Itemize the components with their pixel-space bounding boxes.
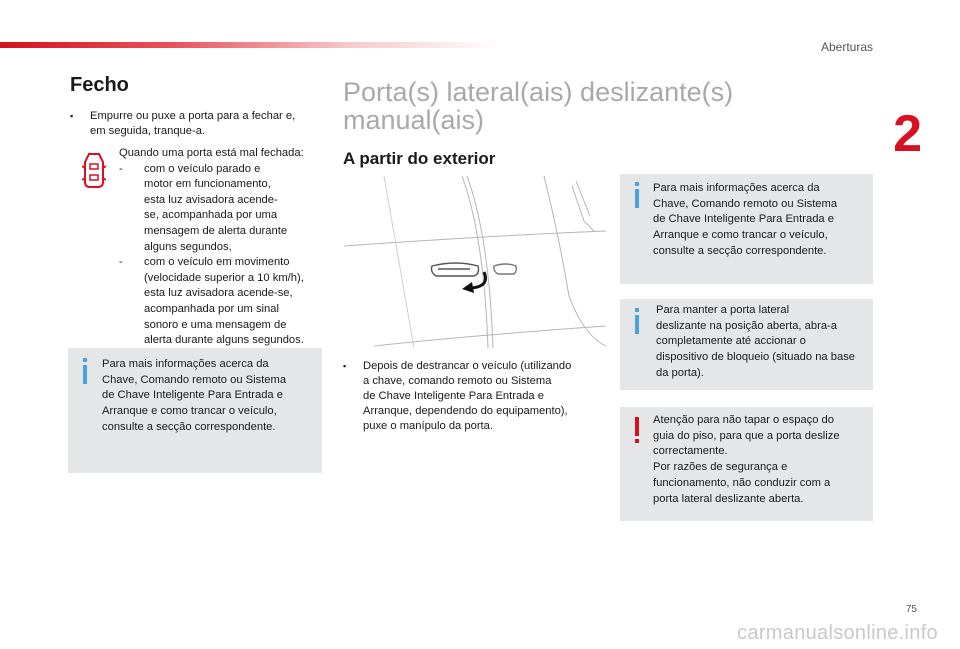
- right-info-box-1: [620, 174, 873, 284]
- info-line: Arranque e como trancar o veículo,: [102, 405, 277, 418]
- warning-item-1-line: com o veículo parado e: [144, 162, 261, 175]
- fecho-line-1: Empurre ou puxe a porta para a fechar e,: [90, 110, 296, 122]
- info-line: consulte a secção correspondente.: [653, 244, 827, 257]
- right-warning-box: [620, 407, 873, 521]
- warning-item-1-line: alguns segundos,: [144, 240, 232, 253]
- info-icon: [80, 358, 90, 384]
- info-icon: [632, 308, 642, 334]
- subsection-heading: A partir do exterior: [343, 149, 496, 168]
- warning-item-1-line: motor em funcionamento,: [144, 178, 271, 191]
- info-line: Chave, Comando remoto ou Sistema: [102, 373, 287, 386]
- dash-mark: -: [119, 162, 123, 175]
- chapter-number: 2: [893, 105, 922, 163]
- warning-line: porta lateral deslizante aberta.: [653, 492, 804, 505]
- dash-mark: -: [119, 256, 123, 269]
- section-title-line-2: manual(ais): [343, 105, 485, 135]
- warning-item-1-line: se, acompanhada por uma: [144, 209, 278, 222]
- warning-line: funcionamento, não conduzir com a: [653, 476, 831, 489]
- left-info-box: [68, 348, 322, 473]
- warning-item-2-line: com o veículo em movimento: [144, 256, 290, 269]
- warning-item-2-line: (velocidade superior a 10 km/h),: [144, 271, 304, 284]
- fecho-instruction: [70, 109, 330, 139]
- info-line: completamente até accionar o: [656, 335, 806, 348]
- watermark: carmanualsonline.info: [737, 622, 938, 644]
- page-number: 75: [905, 604, 917, 615]
- info-line: Para mais informações acerca da: [102, 358, 269, 370]
- info-line: consulte a secção correspondente.: [102, 420, 276, 433]
- right-info-box-2: [620, 299, 873, 390]
- exterior-line: Arranque, dependendo do equipamento),: [363, 405, 568, 417]
- info-line: de Chave Inteligente Para Entrada e: [653, 213, 834, 226]
- warning-item-2-line: alerta durante alguns segundos.: [144, 334, 304, 347]
- warning-line: guia do piso, para que a porta deslize: [653, 429, 840, 442]
- section-title-line-1: Porta(s) lateral(ais) deslizante(s): [343, 77, 734, 107]
- open-door-warning-icon: [82, 150, 106, 190]
- warning-item-2-line: sonoro e uma mensagem de: [144, 318, 287, 331]
- exterior-line: puxe o manípulo da porta.: [363, 420, 493, 432]
- info-line: dispositivo de bloqueio (situado na base: [656, 351, 856, 364]
- info-line: Arranque e como trancar o veículo,: [653, 229, 828, 242]
- header-accent-bar: [0, 42, 500, 48]
- info-line: Para mais informações acerca da: [653, 182, 820, 194]
- warning-exclamation-icon: [632, 417, 642, 443]
- info-icon: [632, 182, 642, 208]
- exterior-line: a chave, comando remoto ou Sistema: [363, 375, 552, 387]
- exterior-line: de Chave Inteligente Para Entrada e: [363, 390, 544, 402]
- exterior-line: Depois de destrancar o veículo (utilizando: [363, 360, 572, 372]
- exterior-instruction: [343, 359, 603, 434]
- warning-line: correctamente.: [653, 445, 728, 458]
- warning-item-1-line: esta luz avisadora acende-: [144, 193, 278, 206]
- sliding-door-handle-illustration: [344, 176, 606, 348]
- info-line: da porta).: [656, 366, 704, 379]
- info-line: Chave, Comando remoto ou Sistema: [653, 197, 838, 210]
- warning-line: Por razões de segurança e: [653, 461, 788, 474]
- bullet-square-icon: ▪: [343, 361, 347, 371]
- warning-item-2-line: acompanhada por um sinal: [144, 302, 279, 315]
- info-line: de Chave Inteligente Para Entrada e: [102, 389, 283, 402]
- door-open-warning-text: [119, 146, 329, 349]
- warning-item-1-line: mensagem de alerta durante: [144, 224, 288, 237]
- warning-line: Atenção para não tapar o espaço do: [653, 414, 834, 426]
- warning-intro: Quando uma porta está mal fechada:: [119, 147, 304, 159]
- bullet-square-icon: ▪: [70, 111, 74, 121]
- info-line: deslizante na posição aberta, abra-a: [656, 319, 837, 332]
- fecho-heading: Fecho: [70, 74, 129, 96]
- section-title: [343, 78, 733, 134]
- fecho-line-2: em seguida, tranque-a.: [90, 125, 206, 137]
- warning-item-2-line: esta luz avisadora acende-se,: [144, 287, 293, 300]
- info-line: Para manter a porta lateral: [656, 304, 790, 316]
- section-name: Aberturas: [820, 40, 873, 54]
